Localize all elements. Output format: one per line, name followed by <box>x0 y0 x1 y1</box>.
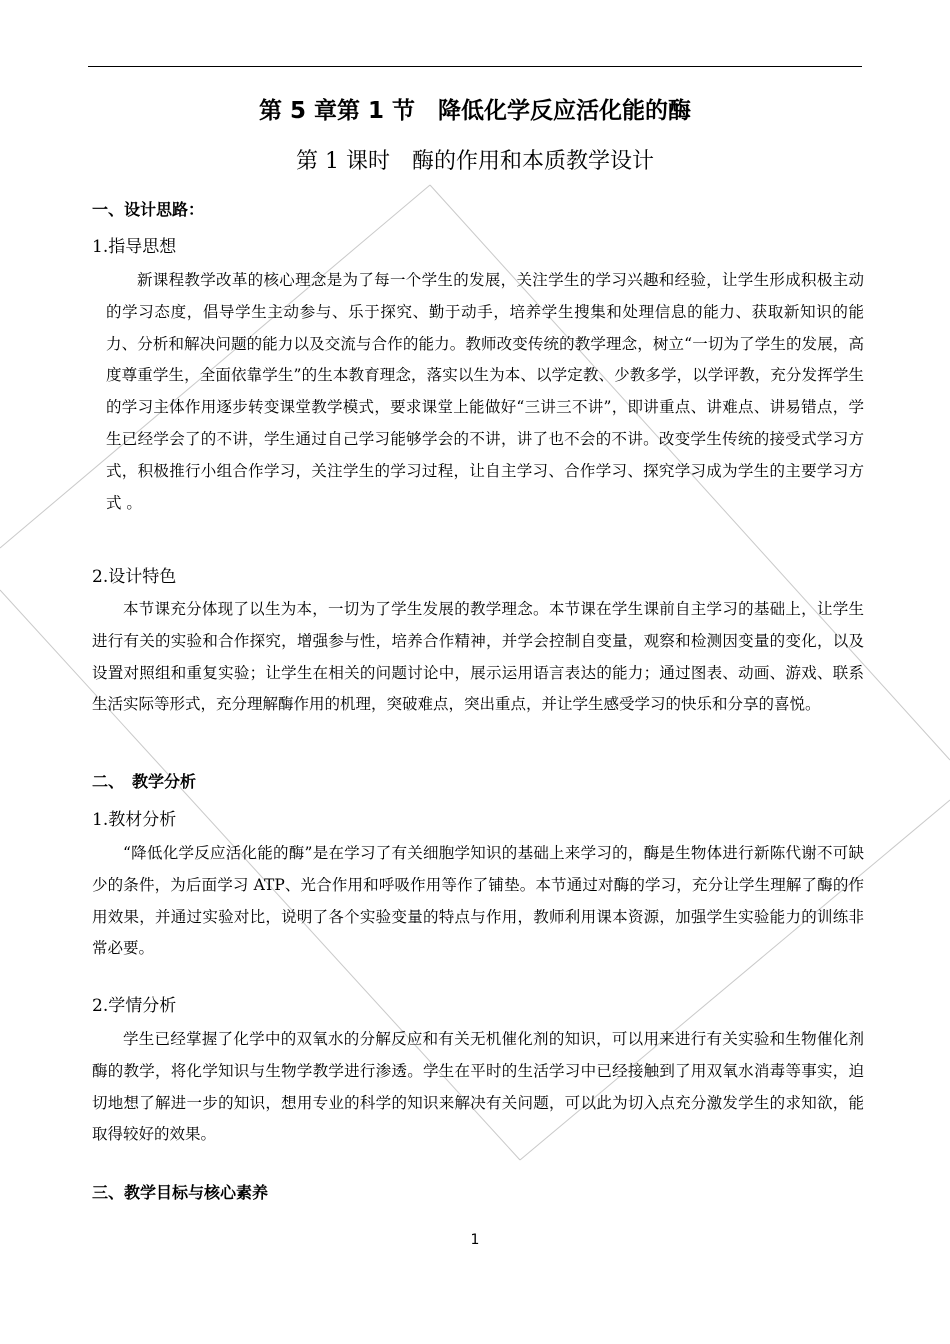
section-heading-teaching-analysis: 二、 教学分析 <box>92 772 197 791</box>
document-title: 第 5 章第 1 节 降低化学反应活化能的酶 <box>258 98 692 124</box>
header-rule <box>88 66 862 67</box>
subheading-guiding-thought: 1.指导思想 <box>92 237 177 257</box>
subheading-design-features: 2.设计特色 <box>92 567 177 587</box>
subheading-textbook-analysis: 1.教材分析 <box>92 810 177 830</box>
section-heading-objectives: 三、教学目标与核心素养 <box>92 1183 269 1202</box>
paragraph-textbook-analysis: “降低化学反应活化能的酶”是在学习了有关细胞学知识的基础上来学习的，酶是生物体进行新陈代谢不可缺少的条件，为后面学习 ATP、光合作用和呼吸作用等作了铺垫。本节通过对酶的学习，充分让学生理解了酶的作用效果，并通过实验对比，说明了各个实验变量的特点与作用，教师利用课本资源，加强学生实验能力的训练非常必要。 <box>92 844 864 958</box>
subheading-learner-analysis: 2.学情分析 <box>92 996 177 1016</box>
paragraph-guiding-thought: 新课程教学改革的核心理念是为了每一个学生的发展，关注学生的学习兴趣和经验，让学生形成积极主动的学习态度，倡导学生主动参与、乐于探究、勤于动手，培养学生搜集和处理信息的能力、获取新知识的能力、分析和解决问题的能力以及交流与合作的能力。教师改变传统的教学理念，树立“一切为了学生的发展，高度尊重学生，全面依靠学生”的生本教育理念，落实以生为本、以学定教、少教多学，以学评教，充分发挥学生的学习主体作用逐步转变课堂教学模式，要求课堂上能做好“三讲三不讲”，即讲重点、讲难点、讲易错点，学生已经学会了的不讲，学生通过自己学习能够学会的不讲，讲了也不会的不讲。改变学生传统的接受式学习方式，积极推行小组合作学习，关注学生的学习过程，让自主学习、合作学习、探究学习成为学生的主要学习方式 。 <box>106 271 864 512</box>
document-subtitle: 第 1 课时 酶的作用和本质教学设计 <box>296 149 654 174</box>
paragraph-design-features: 本节课充分体现了以生为本，一切为了学生发展的教学理念。本节课在学生课前自主学习的基础上，让学生进行有关的实验和合作探究，增强参与性，培养合作精神，并学会控制自变量，观察和检测因变量的变化，以及设置对照组和重复实验；让学生在相关的问题讨论中，展示运用语言表达的能力；通过图表、动画、游戏、联系生活实际等形式，充分理解酶作用的机理，突破难点，突出重点，并让学生感受学习的快乐和分享的喜悦。 <box>92 600 864 714</box>
section-heading-design-ideas: 一、设计思路： <box>92 200 205 219</box>
paragraph-learner-analysis: 学生已经掌握了化学中的双氧水的分解反应和有关无机催化剂的知识，可以用来进行有关实验和生物催化剂酶的教学，将化学知识与生物学教学进行渗透。学生在平时的生活学习中已经接触到了用双氧水消毒等事实，迫切地想了解进一步的知识，想用专业的科学的知识来解决有关问题，可以此为切入点充分激发学生的求知欲，能取得较好的效果。 <box>92 1030 864 1144</box>
page-number: 1 <box>470 1232 480 1248</box>
